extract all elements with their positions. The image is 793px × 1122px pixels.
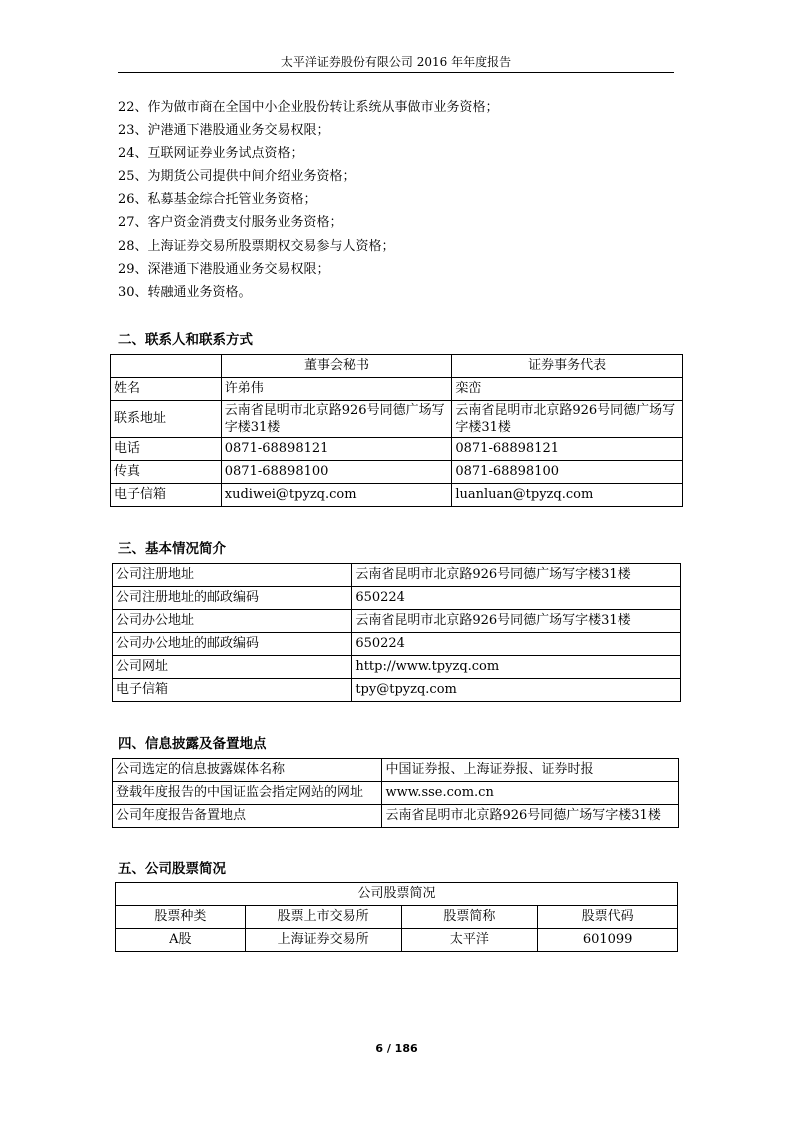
table-row xyxy=(113,782,679,805)
table-row xyxy=(111,401,683,438)
table-row xyxy=(113,564,681,587)
row-value: 云南省昆明市北京路926号同德广场写字楼31楼 xyxy=(382,805,679,828)
table-row xyxy=(116,906,678,929)
cell-representative: 云南省昆明市北京路926号同德广场写字楼31楼 xyxy=(452,401,683,438)
table-row xyxy=(111,461,683,484)
list-item: 30、转融通业务资格。 xyxy=(118,284,252,300)
table-cell: 601099 xyxy=(538,929,678,952)
table-cell xyxy=(111,355,222,378)
section-title-stock: 五、公司股票简况 xyxy=(118,861,226,877)
row-label: 公司办公地址 xyxy=(113,610,352,633)
row-label: 公司年度报告备置地点 xyxy=(113,805,382,828)
row-value: http://www.tpyzq.com xyxy=(352,656,681,679)
table-row xyxy=(113,679,681,702)
row-value: www.sse.com.cn xyxy=(382,782,679,805)
column-header: 股票种类 xyxy=(116,906,246,929)
table-row xyxy=(111,355,683,378)
table-row xyxy=(113,633,681,656)
cell-representative: 0871-68898100 xyxy=(452,461,683,484)
table-row xyxy=(113,656,681,679)
row-label: 电子信箱 xyxy=(111,484,222,507)
cell-secretary: 云南省昆明市北京路926号同德广场写字楼31楼 xyxy=(221,401,452,438)
row-value: 650224 xyxy=(352,633,681,656)
header-representative: 证券事务代表 xyxy=(452,355,683,378)
table-caption: 公司股票简况 xyxy=(116,883,678,906)
row-value: 云南省昆明市北京路926号同德广场写字楼31楼 xyxy=(352,564,681,587)
row-value: 中国证券报、上海证券报、证券时报 xyxy=(382,759,679,782)
table-row xyxy=(116,883,678,906)
row-label: 电子信箱 xyxy=(113,679,352,702)
table-row xyxy=(111,438,683,461)
list-item: 22、作为做市商在全国中小企业股份转让系统从事做市业务资格； xyxy=(118,100,499,115)
row-label: 电话 xyxy=(111,438,222,461)
cell-secretary: 许弟伟 xyxy=(221,378,452,401)
list-item: 26、私募基金综合托管业务资格； xyxy=(118,192,317,208)
section-title-disclosure: 四、信息披露及备置地点 xyxy=(118,736,267,752)
row-label: 公司注册地址的邮政编码 xyxy=(113,587,352,610)
table-row xyxy=(113,610,681,633)
table-cell: A股 xyxy=(116,929,246,952)
table-row xyxy=(113,759,679,782)
page-number: 6 / 186 xyxy=(375,1042,418,1055)
cell-secretary: xudiwei@tpyzq.com xyxy=(221,484,452,507)
row-label: 公司网址 xyxy=(113,656,352,679)
section-title-contacts: 二、联系人和联系方式 xyxy=(118,332,253,348)
stock-table xyxy=(115,882,678,952)
table-row xyxy=(113,587,681,610)
list-item: 27、客户资金消费支付服务业务资格； xyxy=(118,215,343,231)
row-label: 姓名 xyxy=(111,378,222,401)
cell-representative: luanluan@tpyzq.com xyxy=(452,484,683,507)
page-header: 太平洋证券股份有限公司 2016 年年度报告 xyxy=(118,54,674,73)
cell-representative: 栾峦 xyxy=(452,378,683,401)
row-label: 登载年度报告的中国证监会指定网站的网址 xyxy=(113,782,382,805)
table-row xyxy=(111,378,683,401)
qualification-list xyxy=(118,96,499,304)
header-secretary: 董事会秘书 xyxy=(221,355,452,378)
list-item: 29、深港通下港股通业务交易权限； xyxy=(118,261,330,277)
list-item: 24、互联网证券业务试点资格； xyxy=(118,146,304,162)
list-item: 23、沪港通下港股通业务交易权限； xyxy=(118,123,330,139)
contacts-table xyxy=(110,354,683,507)
column-header: 股票代码 xyxy=(538,906,678,929)
cell-secretary: 0871-68898100 xyxy=(221,461,452,484)
row-label: 公司注册地址 xyxy=(113,564,352,587)
table-row xyxy=(116,929,678,952)
list-item: 28、上海证券交易所股票期权交易参与人资格； xyxy=(118,238,395,254)
row-value: 云南省昆明市北京路926号同德广场写字楼31楼 xyxy=(352,610,681,633)
row-value: tpy@tpyzq.com xyxy=(352,679,681,702)
row-value: 650224 xyxy=(352,587,681,610)
disclosure-table xyxy=(112,758,679,828)
section-title-basic-info: 三、基本情况简介 xyxy=(118,541,226,557)
row-label: 公司办公地址的邮政编码 xyxy=(113,633,352,656)
table-row xyxy=(113,805,679,828)
table-row xyxy=(111,484,683,507)
column-header: 股票上市交易所 xyxy=(245,906,401,929)
table-cell: 太平洋 xyxy=(401,929,538,952)
basic-info-table xyxy=(112,563,681,702)
cell-representative: 0871-68898121 xyxy=(452,438,683,461)
row-label: 联系地址 xyxy=(111,401,222,438)
row-label: 传真 xyxy=(111,461,222,484)
cell-secretary: 0871-68898121 xyxy=(221,438,452,461)
column-header: 股票简称 xyxy=(401,906,538,929)
table-cell: 上海证券交易所 xyxy=(245,929,401,952)
list-item: 25、为期货公司提供中间介绍业务资格； xyxy=(118,169,356,185)
row-label: 公司选定的信息披露媒体名称 xyxy=(113,759,382,782)
